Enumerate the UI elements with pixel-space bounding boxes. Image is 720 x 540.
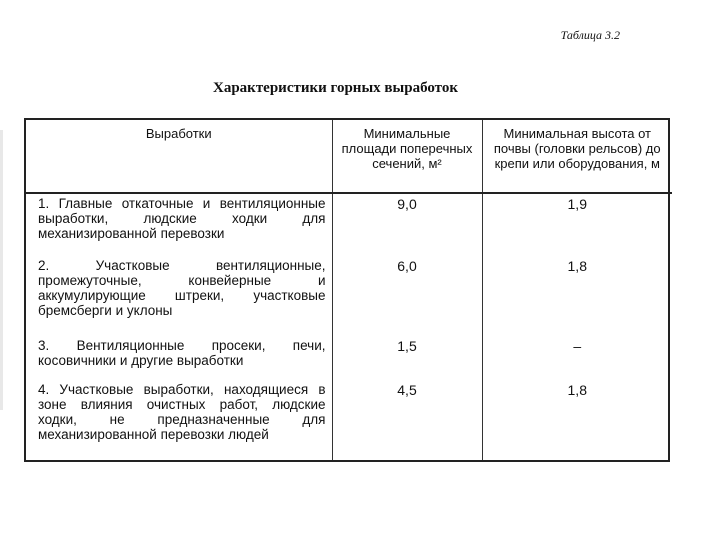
row-description: 1. Главные откаточные и вентиляционные выработки, людские ходки для механизированной перевозки xyxy=(26,193,332,256)
table-row xyxy=(26,380,672,460)
row-min-area: 9,0 xyxy=(332,193,482,256)
row-description: 4. Участковые выработки, находящиеся в зоне влияния очистных работ, людские ходки, не предназначенные для механизированной перевозки людей xyxy=(26,380,332,460)
row-min-height: 1,9 xyxy=(482,193,672,256)
row-min-area: 6,0 xyxy=(332,256,482,336)
row-min-area: 4,5 xyxy=(332,380,482,460)
row-description: 3. Вентиляционные просеки, печи, косовичники и другие выработки xyxy=(26,336,332,380)
row-min-height: – xyxy=(482,336,672,380)
table-row xyxy=(26,193,672,256)
row-min-area: 1,5 xyxy=(332,336,482,380)
table-row xyxy=(26,256,672,336)
row-min-height: 1,8 xyxy=(482,256,672,336)
row-description: 2. Участковые вентиляционные, промежуточные, конвейерные и аккумулирующие штреки, участковые бремсберги и уклоны xyxy=(26,256,332,336)
document-title: Характеристики горных выработок xyxy=(213,80,458,96)
table-header-row xyxy=(26,120,672,193)
header-min-area: Минимальные площади поперечных сечений, м² xyxy=(332,120,482,193)
header-workings: Выработки xyxy=(26,120,332,193)
characteristics-table xyxy=(24,118,670,462)
table-caption: Таблица 3.2 xyxy=(560,28,620,42)
row-min-height: 1,8 xyxy=(482,380,672,460)
header-min-height: Минимальная высота от почвы (головки рельсов) до крепи или оборудования, м xyxy=(482,120,672,193)
scan-edge-shadow xyxy=(0,130,3,410)
table-row xyxy=(26,336,672,380)
